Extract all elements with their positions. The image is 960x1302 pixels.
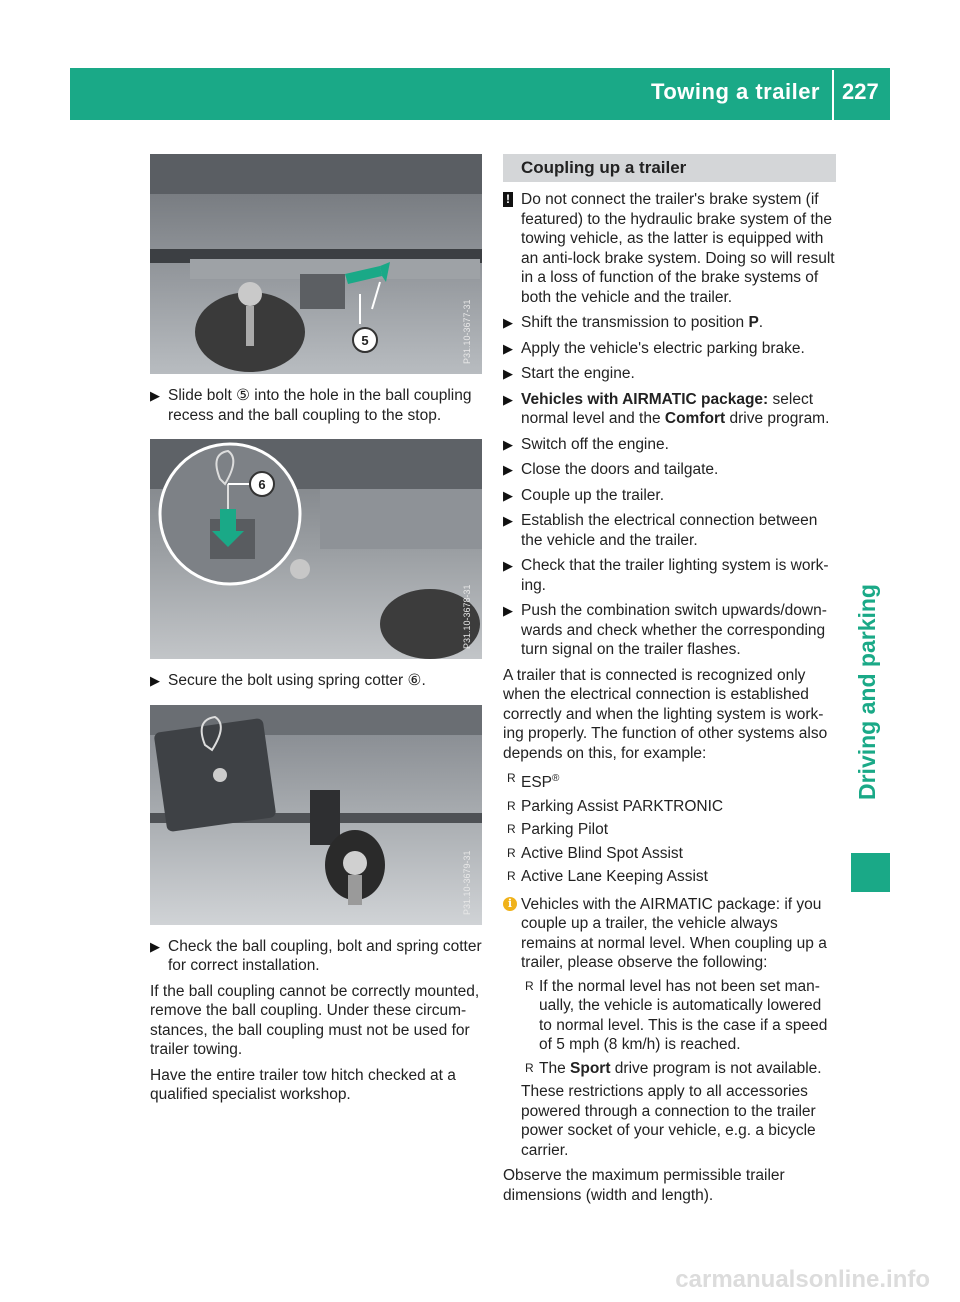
- section-heading: Coupling up a trailer: [503, 154, 836, 182]
- step-start-engine: ▶ Start the engine.: [503, 365, 635, 382]
- list-item-lane-keeping: R Active Lane Keeping Assist: [507, 868, 708, 886]
- step-parking-brake: ▶ Apply the vehicle's electric parking brake.: [503, 339, 805, 357]
- photo-slide-bolt: [150, 154, 482, 374]
- step-slide-bolt: ▶ Slide bolt ⑤ into the hole in the ball coupling recess and the ball coupling to the stop.: [150, 387, 472, 424]
- paragraph-cannot-mount: If the ball coupling cannot be correctly mounted, remove the ball coupling. Under these circum-stances, the ball coupling must not be used for trailer towing.: [150, 982, 480, 1058]
- step-switch-off: ▶ Switch off the engine.: [503, 435, 669, 453]
- left-column: [150, 154, 482, 1111]
- info-note: i Vehicles with the AIRMATIC package: if you couple up a trailer, the vehicle always remains at normal level. When coupling up a trailer, please observe the following: R If the normal level has not been set man-ually, the vehicle is automatically lowered to normal level. This is the case if a speed of 5 mph (8 km/h) is reached. R The Sport drive program is not available. These restrictions apply to all accessories powered through a connection to the trailer power socket of your vehicle, e.g. a bicycle carrier.: [503, 895, 836, 1161]
- step-check-installation: ▶ Check the ball coupling, bolt and spring cotter for correct installation.: [150, 937, 482, 974]
- step-combination-switch: ▶ Push the combination switch upwards/down-wards and check whether the corresponding turn signal on the trailer flashes.: [503, 602, 827, 658]
- info-list-item-sport: R The Sport drive program is not available.: [525, 1059, 822, 1077]
- paragraph-recognized: A trailer that is connected is recognized only when the electrical connection is established correctly and when the lighting system is work-ing properly. The function of other systems also depends on this, for example:: [503, 666, 828, 762]
- step-airmatic: ▶ Vehicles with AIRMATIC package: select normal level and the Comfort drive program.: [503, 390, 830, 427]
- info-list-item-normal-level: R If the normal level has not been set man-ually, the vehicle is automatically lowered to normal level. This is the case if a speed of 5 mph (8 km/h) is reached.: [525, 977, 828, 1054]
- step-arrow-icon: ▶: [150, 938, 160, 954]
- image-code-2: P31.10-3678-31: [462, 584, 472, 649]
- page-number: 227: [842, 79, 879, 104]
- list-item-parking-pilot: R Parking Pilot: [507, 821, 609, 839]
- step-close-doors: ▶ Close the doors and tailgate.: [503, 461, 719, 478]
- paragraph-observe: Observe the maximum permissible trailer dimensions (width and length).: [503, 1167, 785, 1204]
- right-column: [503, 154, 836, 1211]
- step-arrow-icon: ▶: [503, 391, 513, 407]
- warning-icon: !: [503, 192, 513, 207]
- list-item-parktronic: R Parking Assist PARKTRONIC: [507, 797, 724, 815]
- photo-spring-cotter: [150, 439, 482, 659]
- header-title: Towing a trailer: [651, 79, 820, 104]
- photo-ball-coupling: [150, 705, 482, 925]
- step-arrow-icon: ▶: [503, 462, 513, 477]
- step-arrow-icon: ▶: [150, 673, 160, 688]
- step-arrow-icon: ▶: [503, 315, 513, 330]
- step-secure-bolt: ▶ Secure the bolt using spring cotter ⑥.: [150, 672, 426, 689]
- step-arrow-icon: ▶: [503, 603, 513, 618]
- step-arrow-icon: ▶: [503, 487, 513, 503]
- header-separator: [832, 70, 834, 120]
- warning-note: ! Do not connect the trailer's brake system (if featured) to the hydraulic brake system of the towing vehicle, as the latter is equipped with an anti-lock brake system. Doing so will result in a loss of function of the brake systems of both the vehicle and the trailer.: [503, 190, 836, 307]
- step-check-lighting: ▶ Check that the trailer lighting system is work-ing.: [503, 557, 829, 594]
- callout-6: 6: [258, 477, 266, 492]
- step-arrow-icon: ▶: [503, 436, 513, 452]
- info-icon: i: [503, 897, 517, 911]
- step-arrow-icon: ▶: [503, 340, 513, 356]
- callout-5: 5: [361, 333, 369, 348]
- side-chapter-tab: [851, 853, 890, 892]
- side-chapter-label: Driving and parking: [854, 584, 880, 800]
- paragraph-have-checked: Have the entire trailer tow hitch checked at a qualified specialist workshop.: [150, 1066, 456, 1103]
- step-arrow-icon: ▶: [503, 366, 513, 381]
- info-restrictions: These restrictions apply to all accessories powered through a connection to the trailer power socket of your vehicle, e.g. a bicycle carrier.: [521, 1083, 816, 1159]
- watermark: carmanualsonline.info: [675, 1266, 930, 1293]
- step-arrow-icon: ▶: [503, 513, 513, 528]
- list-item-blind-spot: R Active Blind Spot Assist: [507, 844, 683, 862]
- image-code-3: P31.10-3679-31: [462, 849, 472, 915]
- list-item-esp: R ESP®: [507, 771, 560, 792]
- step-couple-trailer: ▶ Couple up the trailer.: [503, 486, 665, 504]
- step-shift-transmission: ▶ Shift the transmission to position P.: [503, 314, 764, 331]
- step-arrow-icon: ▶: [150, 388, 160, 403]
- step-electrical-connection: ▶ Establish the electrical connection between the vehicle and the trailer.: [503, 512, 818, 549]
- image-code-1: P31.10-3677-31: [462, 299, 472, 364]
- step-arrow-icon: ▶: [503, 558, 513, 573]
